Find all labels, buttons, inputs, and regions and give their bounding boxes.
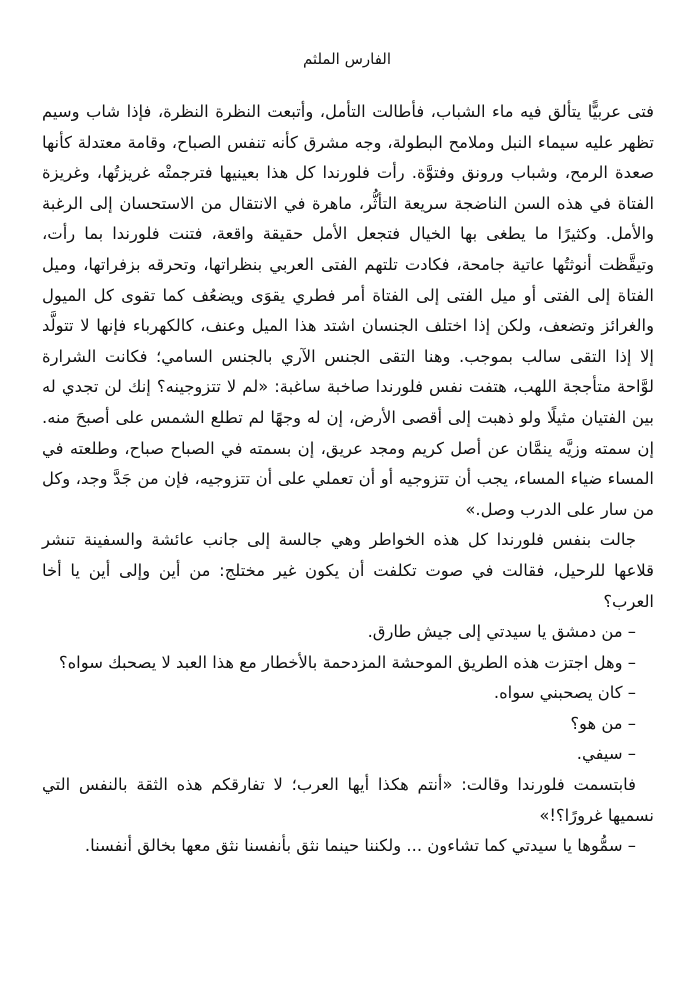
page-title: الفارس الملثم bbox=[302, 50, 392, 68]
dialogue-line: – من دمشق يا سيدتي إلى جيش طارق. bbox=[367, 622, 636, 642]
dialogue-line: – وهل اجتزت هذه الطريق الموحشة المزدحمة بالأخطار مع هذا العبد لا يصحبك سواه؟ bbox=[58, 652, 636, 672]
dialogue-line: – سمُّوها يا سيدتي كما تشاءون ... ولكننا حينما نثق بأنفسنا نثق معها بخالق أنفسنا. bbox=[84, 836, 636, 856]
dialogue-line: – كان يصحبني سواه. bbox=[493, 683, 636, 703]
paragraph: فتى عربيًّا يتألق فيه ماء الشباب، فأطالت التأمل، وأتبعت النظرة النظرة، فإذا شاب وسيم تظهر عليه سيماء النبل وملامح البطولة، وجه مشرق كأنه تنفس الصباح، وقامة معتدلة كأنها صعدة الرمح، وشباب ورونق وفتوَّة. رأت فلورندا كل هذا بعينيها فترجمتْه غريزتُها، وغريزة الفتاة في هذه السن الناضجة سريعة التأثُّر، ماهرة في الانتقال من الاستحسان إلى الرغبة والأمل. وكثيرًا ما يطغى بها الخيال فتجعل الأمل حقيقة واقعة، فتنت فلورندا بما رأت، وتيقَّظت أنوثتُها عاتية جامحة، فكادت تلتهم الفتى العربي بنظراتها، وتحرقه بزفراتها، وميل الفتاة إلى الفتى أو ميل الفتى إلى الفتاة أمر فطري يقوَى ويضعُف كما تقوى كل الميول والغرائز وتضعف، ولكن إذا اختلف الجنسان اشتد هذا الميل وعنف، كالكهرباء فإنها لا تتولَّد إلا إذا التقى سالب بموجب. وهنا التقى الجنس الآري بالجنس السامي؛ فكانت الشرارة لوَّاحة متأججة اللهب، هتفت نفس فلورندا صاخبة ساغبة: «لم لا تتزوجينه؟ إنك لن تجدي له بين الفتيان مثيلًا ولو ذهبت إلى أقصى الأرض، إن له وجهًا لم تطلع الشمس على أصبحَ منه. إن سمته وزيَّه ينمَّان عن أصل كريم ومجد عريق، إن بسمته في الصباح صباح، وطلعته في المساء ضياء المساء، يجب أن تتزوجيه أو أن تعملي على أن تتزوجيه، فإن من جَدَّ وجد، وكل من سار على الدرب وصل.» bbox=[42, 102, 654, 519]
page-body bbox=[42, 97, 654, 862]
paragraph: جالت بنفس فلورندا كل هذه الخواطر وهي جالسة إلى جانب عائشة والسفينة تنشر قلاعها للرحيل، فقالت في صوت تكلفت أن يكون غير مختلج: من أين وإلى أين يا أخا العرب؟ bbox=[42, 530, 654, 611]
paragraph: فابتسمت فلورندا وقالت: «أنتم هكذا أيها العرب؛ لا تفارقكم هذه الثقة بالنفس التي نسميها غرورًا؟!» bbox=[42, 775, 654, 825]
dialogue-line: – من هو؟ bbox=[570, 713, 636, 733]
dialogue-line: – سيفي. bbox=[576, 744, 636, 764]
